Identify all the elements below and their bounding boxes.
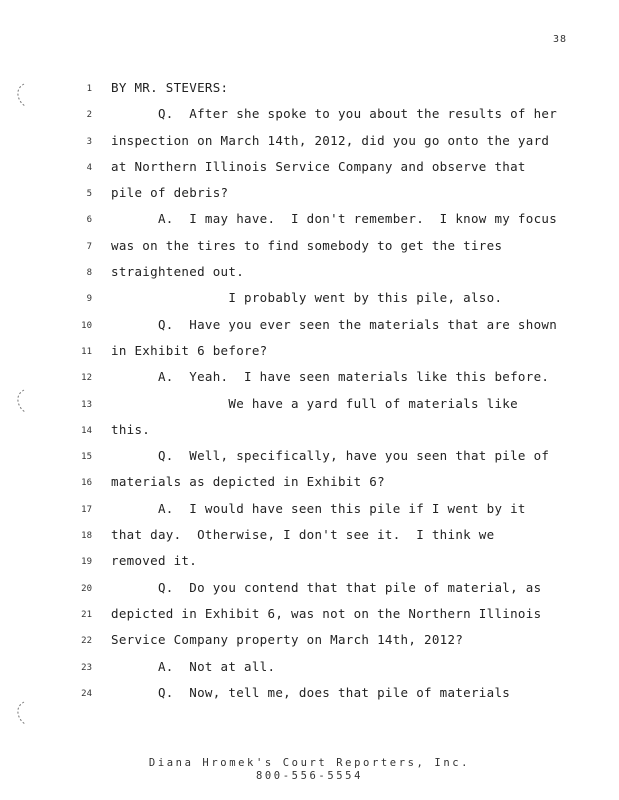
transcript-line <box>0 501 619 527</box>
line-text: A. Not at all. <box>111 658 276 674</box>
line-number: 2 <box>86 110 92 121</box>
transcript-line <box>0 474 619 500</box>
transcript-line <box>0 290 619 316</box>
line-number: 21 <box>81 609 92 620</box>
line-number: 5 <box>86 189 92 200</box>
line-number: 15 <box>81 452 92 463</box>
footer-phone: 800-556-5554 <box>255 770 364 782</box>
line-text: materials as depicted in Exhibit 6? <box>111 474 385 490</box>
line-text: Q. Do you contend that that pile of material, as <box>111 579 542 595</box>
line-text: removed it. <box>111 553 198 569</box>
page-number: 38 <box>552 34 567 45</box>
line-text: A. Yeah. I have seen materials like this before. <box>111 369 550 385</box>
transcript-line <box>0 238 619 264</box>
line-number: 20 <box>81 583 92 594</box>
line-text: depicted in Exhibit 6, was not on the Northern Illinois <box>111 605 542 621</box>
transcript-line <box>0 185 619 211</box>
line-text: this. <box>111 421 151 437</box>
line-number: 23 <box>81 662 92 673</box>
line-number: 18 <box>81 531 92 542</box>
line-text: I probably went by this pile, also. <box>111 290 503 306</box>
transcript-line <box>0 264 619 290</box>
transcript-line <box>0 396 619 422</box>
line-text: was on the tires to find somebody to get the tires <box>111 237 503 253</box>
line-text: straightened out. <box>111 264 245 280</box>
line-number: 6 <box>86 215 92 226</box>
line-text: that day. Otherwise, I don't see it. I think we <box>111 527 495 543</box>
transcript-line <box>0 106 619 132</box>
line-number: 17 <box>81 504 92 515</box>
line-text: pile of debris? <box>111 185 229 201</box>
transcript-line <box>0 580 619 606</box>
line-text: Q. After she spoke to you about the results of her <box>111 106 558 122</box>
line-text: Q. Well, specifically, have you seen that pile of <box>111 448 550 464</box>
transcript-line <box>0 632 619 658</box>
transcript-line <box>0 159 619 185</box>
transcript-line <box>0 659 619 685</box>
transcript-line <box>0 685 619 711</box>
transcript-line <box>0 369 619 395</box>
transcript-line <box>0 606 619 632</box>
transcript-line <box>0 422 619 448</box>
transcript-line <box>0 553 619 579</box>
line-text: Q. Have you ever seen the materials that are shown <box>111 316 558 332</box>
line-number: 8 <box>86 268 92 279</box>
transcript-line <box>0 448 619 474</box>
line-number: 13 <box>81 399 92 410</box>
line-text: in Exhibit 6 before? <box>111 342 268 358</box>
line-number: 7 <box>86 241 92 252</box>
line-text: A. I would have seen this pile if I went by it <box>111 500 526 516</box>
line-text: at Northern Illinois Service Company and observe that <box>111 158 526 174</box>
line-text: Service Company property on March 14th, 2012? <box>111 632 464 648</box>
line-number: 14 <box>81 425 92 436</box>
line-number: 10 <box>81 320 92 331</box>
transcript-line <box>0 133 619 159</box>
line-text: BY MR. STEVERS: <box>111 80 229 95</box>
footer-company: Diana Hromek's Court Reporters, Inc. <box>148 757 471 769</box>
transcript-line <box>0 211 619 237</box>
line-number: 11 <box>81 346 92 357</box>
line-number: 16 <box>81 478 92 489</box>
line-number: 4 <box>86 162 92 173</box>
line-number: 19 <box>81 557 92 568</box>
line-text: Q. Now, tell me, does that pile of materials <box>111 684 511 700</box>
transcript-line <box>0 80 619 106</box>
line-text: A. I may have. I don't remember. I know my focus <box>111 211 558 227</box>
line-number: 1 <box>86 84 92 94</box>
line-number: 9 <box>86 294 92 305</box>
line-number: 12 <box>81 373 92 384</box>
transcript-lines <box>0 80 619 711</box>
line-number: 3 <box>86 136 92 147</box>
line-number: 24 <box>81 688 92 699</box>
line-text: We have a yard full of materials like <box>111 395 518 411</box>
transcript-line <box>0 343 619 369</box>
transcript-line <box>0 527 619 553</box>
line-number: 22 <box>81 636 92 647</box>
line-text: inspection on March 14th, 2012, did you go onto the yard <box>111 132 550 148</box>
transcript-line <box>0 317 619 343</box>
